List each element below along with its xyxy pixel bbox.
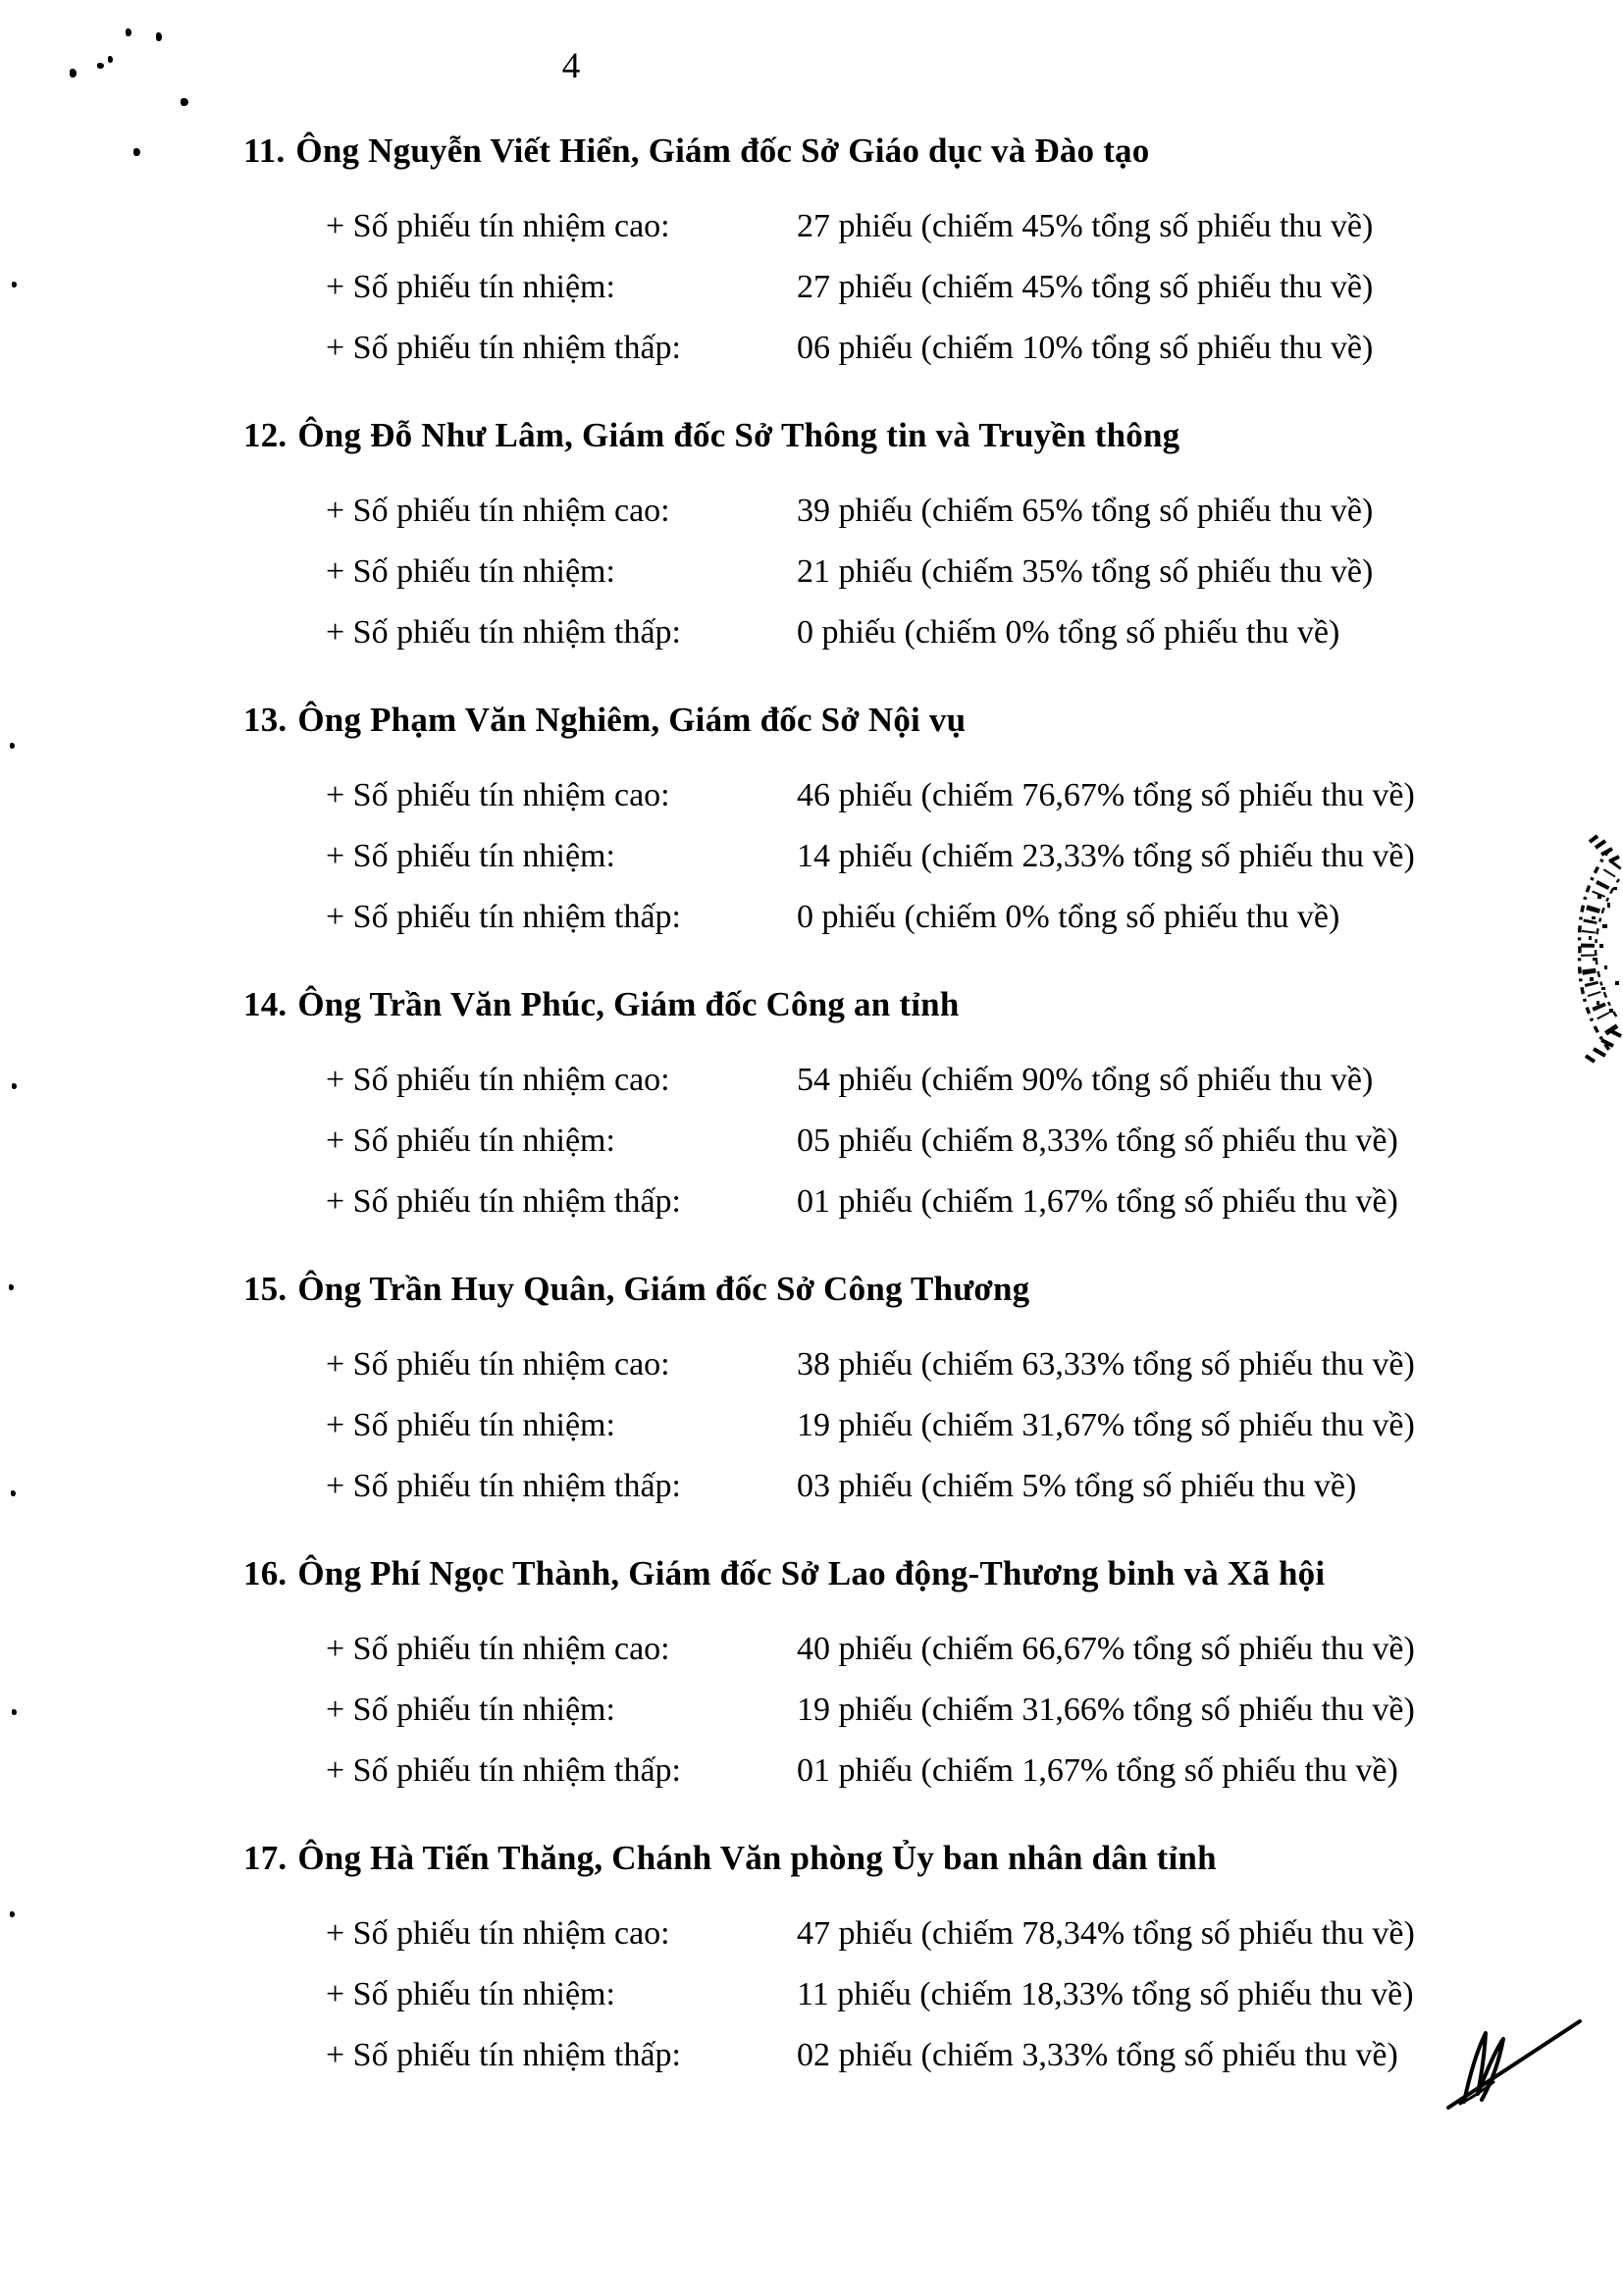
vote-rows bbox=[0, 490, 1623, 654]
vote-value: 19 phiếu (chiếm 31,67% tổng số phiếu thu về) bbox=[797, 1407, 1415, 1443]
scan-speck bbox=[12, 1709, 17, 1715]
official-item-12 bbox=[0, 413, 1623, 698]
vote-value: 01 phiếu (chiếm 1,67% tổng số phiếu thu về) bbox=[797, 1752, 1398, 1789]
official-item-15 bbox=[0, 1267, 1623, 1551]
official-number: 12. bbox=[243, 416, 288, 454]
scan-speck bbox=[70, 69, 77, 78]
official-name-title: Ông Phạm Văn Nghiêm, Giám đốc Sở Nội vụ bbox=[297, 701, 967, 739]
vote-value: 27 phiếu (chiếm 45% tổng số phiếu thu về) bbox=[797, 208, 1374, 244]
official-name-title: Ông Trần Văn Phúc, Giám đốc Công an tỉnh bbox=[297, 985, 960, 1023]
vote-value: 54 phiếu (chiếm 90% tổng số phiếu thu về) bbox=[797, 1062, 1374, 1098]
official-item-13 bbox=[0, 698, 1623, 982]
official-item-11 bbox=[0, 129, 1623, 413]
official-number: 15. bbox=[243, 1270, 288, 1308]
vote-row-low bbox=[326, 1749, 1623, 1793]
vote-label: + Số phiếu tín nhiệm cao: bbox=[326, 777, 670, 813]
vote-label: + Số phiếu tín nhiệm thấp: bbox=[326, 1468, 681, 1504]
vote-results-list bbox=[0, 129, 1623, 2120]
scan-speck bbox=[156, 32, 162, 41]
vote-row-high bbox=[326, 1059, 1623, 1102]
vote-label: + Số phiếu tín nhiệm: bbox=[326, 838, 615, 874]
vote-value: 40 phiếu (chiếm 66,67% tổng số phiếu thu về) bbox=[797, 1631, 1415, 1667]
official-name-title: Ông Hà Tiến Thăng, Chánh Văn phòng Ủy ban nhân dân tỉnh bbox=[297, 1839, 1217, 1877]
official-heading bbox=[243, 1551, 1623, 1596]
vote-value: 11 phiếu (chiếm 18,33% tổng số phiếu thu về) bbox=[797, 1976, 1414, 2012]
scan-speck bbox=[126, 28, 131, 36]
vote-row-low bbox=[326, 611, 1623, 654]
vote-row-mid bbox=[326, 1120, 1623, 1163]
page-number: 4 bbox=[561, 46, 581, 86]
vote-label: + Số phiếu tín nhiệm: bbox=[326, 1407, 615, 1443]
vote-row-low bbox=[326, 896, 1623, 939]
official-number: 16. bbox=[243, 1554, 288, 1592]
official-heading bbox=[243, 1836, 1623, 1881]
vote-row-mid bbox=[326, 1689, 1623, 1732]
vote-label: + Số phiếu tín nhiệm thấp: bbox=[326, 330, 681, 366]
official-heading bbox=[243, 982, 1623, 1027]
vote-label: + Số phiếu tín nhiệm: bbox=[326, 1692, 615, 1728]
vote-value: 06 phiếu (chiếm 10% tổng số phiếu thu về) bbox=[797, 330, 1374, 366]
vote-label: + Số phiếu tín nhiệm thấp: bbox=[326, 899, 681, 935]
scan-speck bbox=[11, 1490, 16, 1496]
vote-row-low bbox=[326, 1180, 1623, 1224]
vote-label: + Số phiếu tín nhiệm cao: bbox=[326, 1631, 670, 1667]
vote-label: + Số phiếu tín nhiệm: bbox=[326, 269, 615, 305]
vote-label: + Số phiếu tín nhiệm thấp: bbox=[326, 1183, 681, 1220]
vote-label: + Số phiếu tín nhiệm: bbox=[326, 1976, 615, 2012]
vote-rows bbox=[0, 1912, 1623, 2077]
vote-label: + Số phiếu tín nhiệm thấp: bbox=[326, 614, 681, 651]
vote-value: 38 phiếu (chiếm 63,33% tổng số phiếu thu về) bbox=[797, 1346, 1415, 1383]
scan-speck bbox=[10, 743, 15, 749]
scan-speck bbox=[12, 1083, 17, 1089]
seal-stamp-icon bbox=[1521, 834, 1623, 1066]
vote-label: + Số phiếu tín nhiệm cao: bbox=[326, 1915, 670, 1952]
official-heading bbox=[243, 698, 1623, 743]
vote-row-mid bbox=[326, 266, 1623, 309]
vote-row-high bbox=[326, 774, 1623, 817]
official-item-16 bbox=[0, 1551, 1623, 1836]
scan-speck bbox=[9, 1284, 14, 1290]
vote-value: 0 phiếu (chiếm 0% tổng số phiếu thu về) bbox=[797, 899, 1340, 935]
official-number: 14. bbox=[243, 985, 288, 1023]
official-heading bbox=[243, 413, 1623, 458]
vote-row-low bbox=[326, 2034, 1623, 2077]
vote-row-mid bbox=[326, 835, 1623, 878]
vote-row-mid bbox=[326, 1973, 1623, 2016]
scan-speck bbox=[97, 63, 104, 69]
vote-rows bbox=[0, 1059, 1623, 1224]
official-number: 17. bbox=[243, 1839, 288, 1877]
vote-label: + Số phiếu tín nhiệm thấp: bbox=[326, 1752, 681, 1789]
vote-rows bbox=[0, 774, 1623, 939]
vote-row-mid bbox=[326, 550, 1623, 594]
official-name-title: Ông Phí Ngọc Thành, Giám đốc Sở Lao động-Thương binh và Xã hội bbox=[297, 1554, 1326, 1592]
scan-speck bbox=[108, 56, 113, 63]
vote-value: 21 phiếu (chiếm 35% tổng số phiếu thu về) bbox=[797, 553, 1374, 590]
vote-row-low bbox=[326, 327, 1623, 370]
scan-speck bbox=[10, 1911, 15, 1917]
vote-label: + Số phiếu tín nhiệm cao: bbox=[326, 1346, 670, 1383]
vote-label: + Số phiếu tín nhiệm: bbox=[326, 553, 615, 590]
signature-mark bbox=[1435, 2013, 1592, 2112]
vote-rows bbox=[0, 1628, 1623, 1793]
vote-row-high bbox=[326, 490, 1623, 533]
vote-value: 27 phiếu (chiếm 45% tổng số phiếu thu về) bbox=[797, 269, 1374, 305]
vote-label: + Số phiếu tín nhiệm cao: bbox=[326, 1062, 670, 1098]
vote-rows bbox=[0, 205, 1623, 370]
vote-label: + Số phiếu tín nhiệm cao: bbox=[326, 208, 670, 244]
official-name-title: Ông Nguyễn Viết Hiển, Giám đốc Sở Giáo dục và Đào tạo bbox=[295, 131, 1150, 170]
vote-value: 47 phiếu (chiếm 78,34% tổng số phiếu thu về) bbox=[797, 1915, 1415, 1952]
vote-row-low bbox=[326, 1465, 1623, 1508]
vote-value: 39 phiếu (chiếm 65% tổng số phiếu thu về) bbox=[797, 493, 1374, 529]
official-number: 13. bbox=[243, 701, 288, 739]
vote-value: 02 phiếu (chiếm 3,33% tổng số phiếu thu về) bbox=[797, 2037, 1398, 2073]
vote-value: 19 phiếu (chiếm 31,66% tổng số phiếu thu về) bbox=[797, 1692, 1415, 1728]
vote-value: 01 phiếu (chiếm 1,67% tổng số phiếu thu về) bbox=[797, 1183, 1398, 1220]
official-name-title: Ông Đỗ Như Lâm, Giám đốc Sở Thông tin và Truyền thông bbox=[297, 416, 1180, 454]
official-item-14 bbox=[0, 982, 1623, 1267]
vote-row-high bbox=[326, 1343, 1623, 1386]
vote-row-high bbox=[326, 205, 1623, 248]
scan-speck bbox=[133, 148, 140, 156]
official-item-17 bbox=[0, 1836, 1623, 2120]
vote-label: + Số phiếu tín nhiệm cao: bbox=[326, 493, 670, 529]
vote-value: 05 phiếu (chiếm 8,33% tổng số phiếu thu về) bbox=[797, 1122, 1398, 1159]
vote-value: 14 phiếu (chiếm 23,33% tổng số phiếu thu về) bbox=[797, 838, 1415, 874]
vote-row-mid bbox=[326, 1404, 1623, 1447]
vote-row-high bbox=[326, 1912, 1623, 1956]
vote-value: 0 phiếu (chiếm 0% tổng số phiếu thu về) bbox=[797, 614, 1340, 651]
vote-label: + Số phiếu tín nhiệm thấp: bbox=[326, 2037, 681, 2073]
scan-speck bbox=[181, 98, 188, 106]
official-name-title: Ông Trần Huy Quân, Giám đốc Sở Công Thương bbox=[297, 1270, 1030, 1308]
vote-value: 46 phiếu (chiếm 76,67% tổng số phiếu thu về) bbox=[797, 777, 1415, 813]
vote-label: + Số phiếu tín nhiệm: bbox=[326, 1122, 615, 1159]
official-heading bbox=[243, 1267, 1623, 1312]
official-number: 11. bbox=[243, 131, 286, 170]
vote-row-high bbox=[326, 1628, 1623, 1671]
official-heading bbox=[243, 129, 1623, 174]
vote-value: 03 phiếu (chiếm 5% tổng số phiếu thu về) bbox=[797, 1468, 1357, 1504]
scan-speck bbox=[12, 282, 17, 287]
vote-rows bbox=[0, 1343, 1623, 1508]
